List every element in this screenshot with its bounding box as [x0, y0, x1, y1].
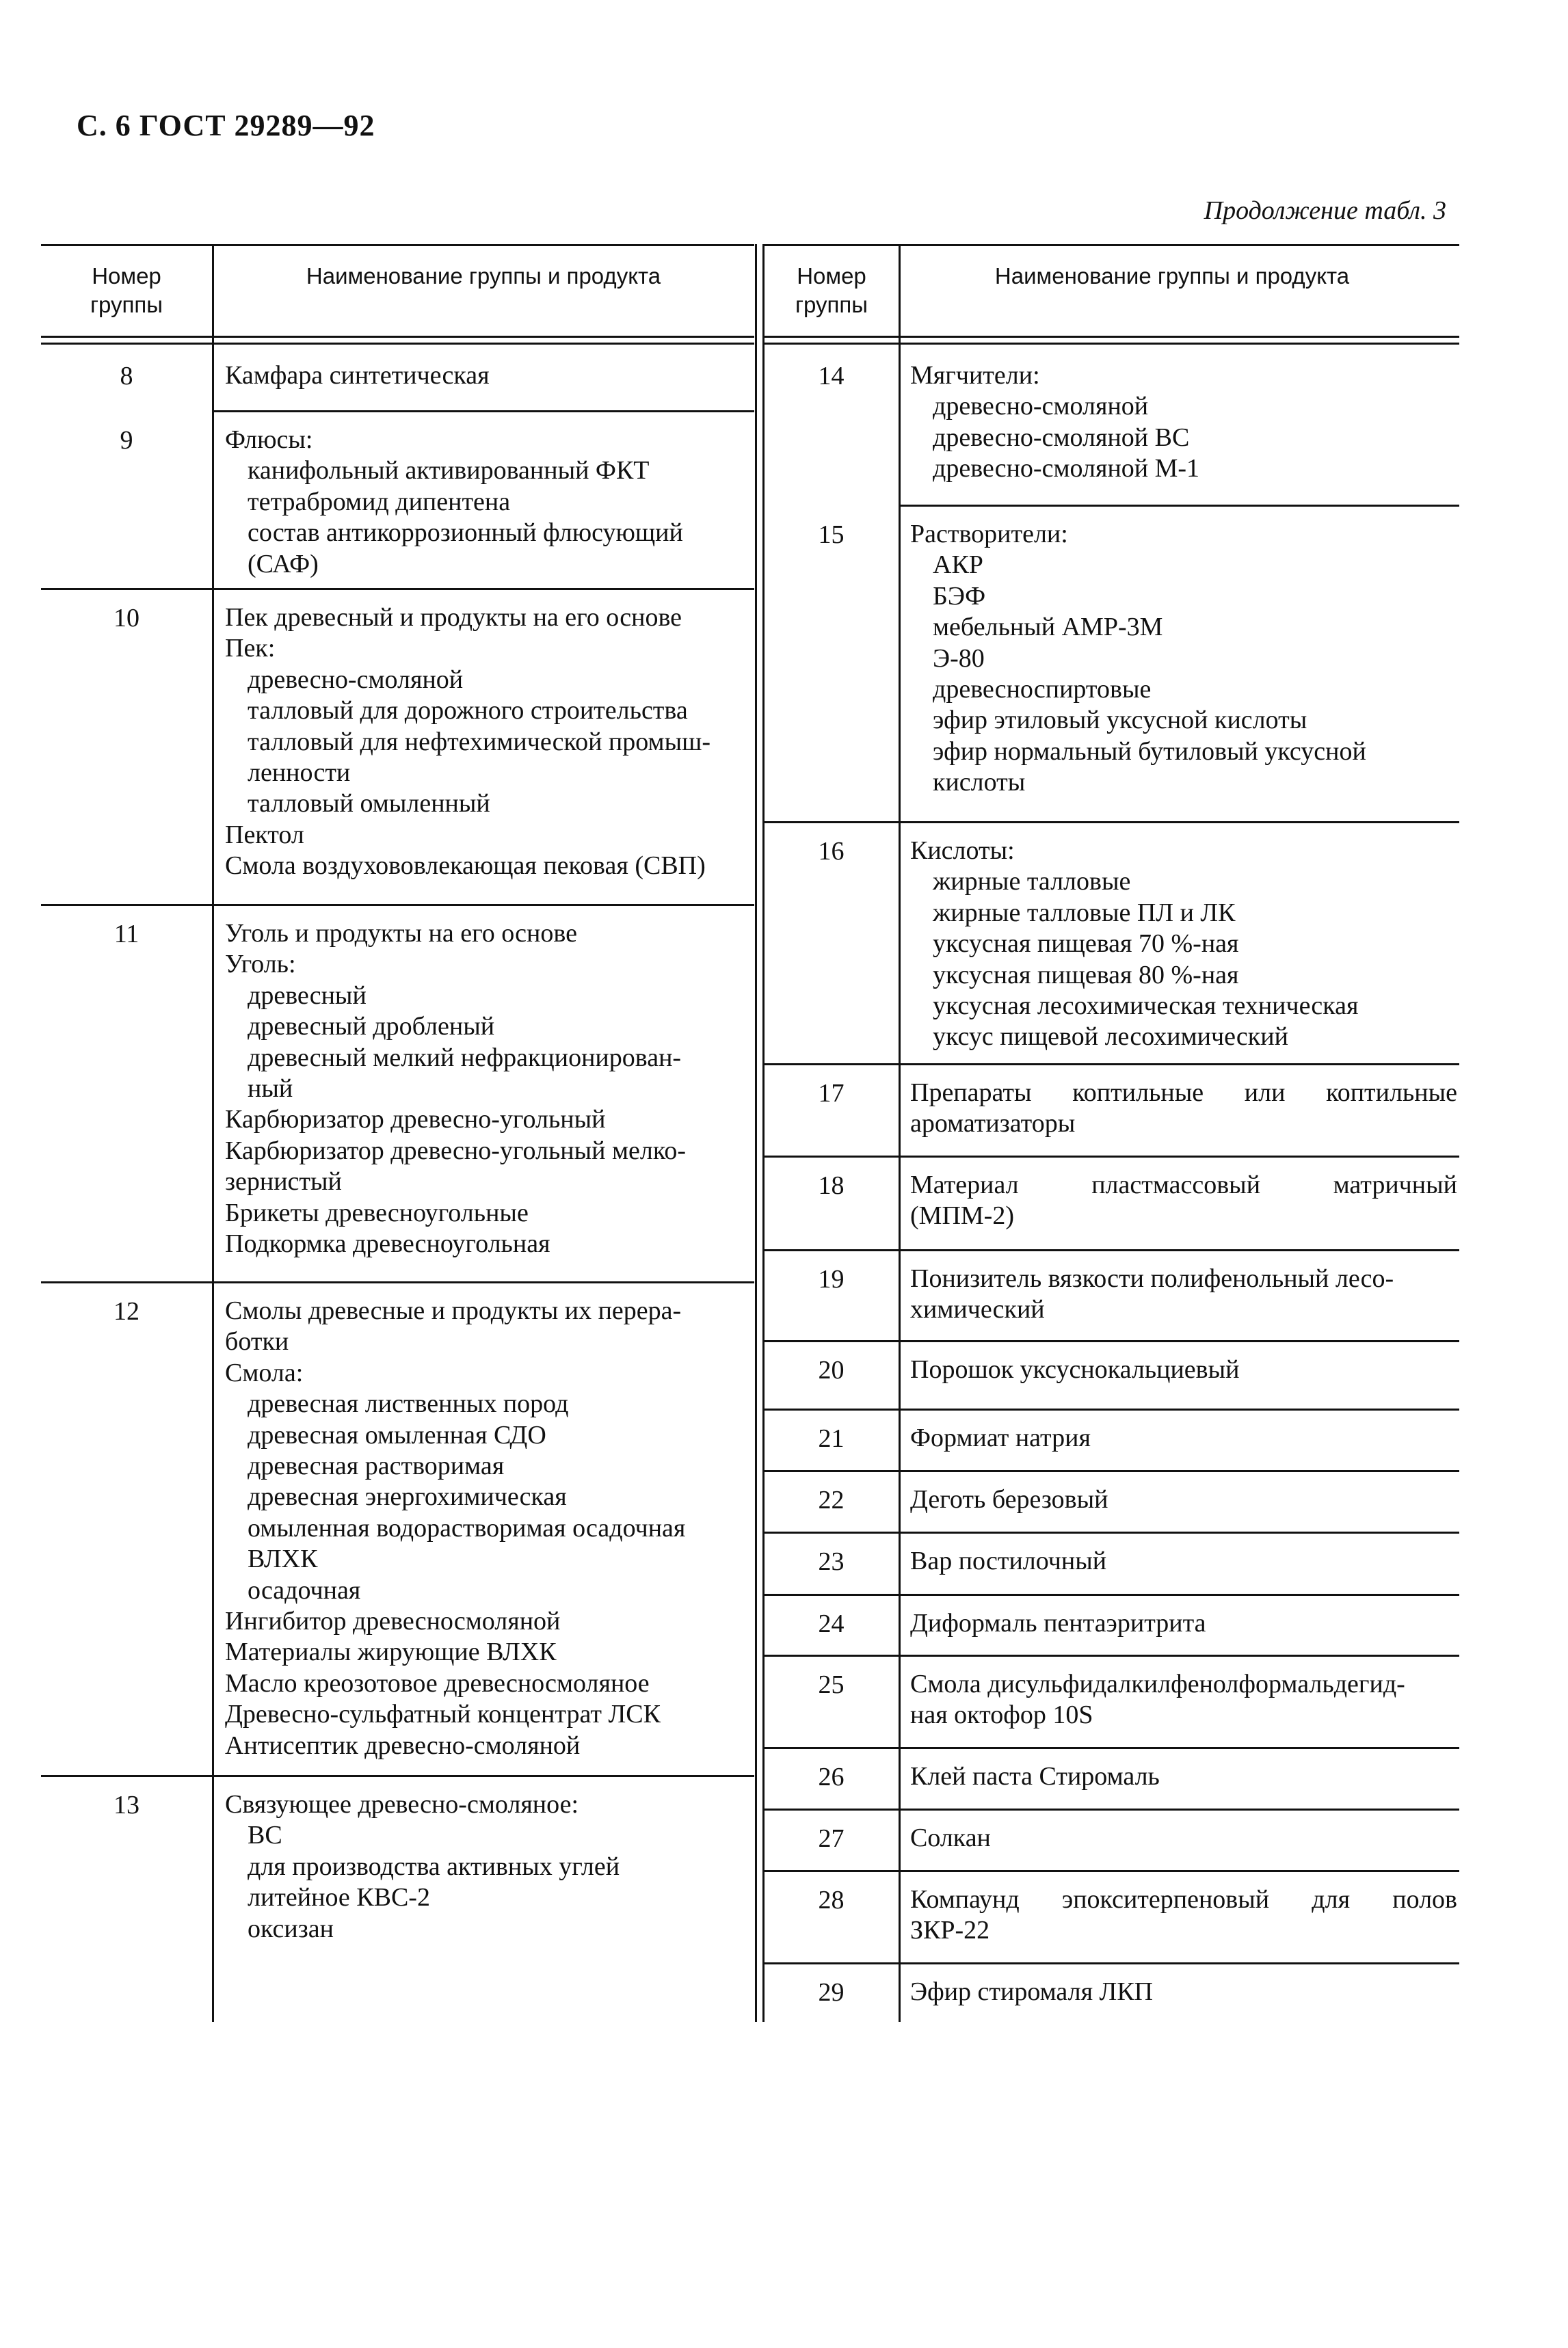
- right-row-name: [910, 836, 1457, 1053]
- left-row-name: [225, 918, 752, 1259]
- product-name-line: эфир нормальный бутиловый уксусной: [933, 736, 1366, 766]
- product-name-line: уксусная пищевая 70 %-ная: [933, 929, 1239, 959]
- product-name-line: Вар постилочный: [910, 1547, 1107, 1575]
- product-name-line: талловый для дорожного строительства: [248, 696, 688, 725]
- left-header-number-line2: группы: [90, 292, 163, 317]
- product-name-line: древесная лиственных пород: [248, 1389, 569, 1419]
- product-name-line: литейное КВС-2: [248, 1883, 430, 1912]
- product-name-line: Препараты коптильные или коптильные: [910, 1078, 1457, 1107]
- product-name-line: Ингибитор древесносмоляной: [225, 1607, 561, 1636]
- left-row-num: 10: [114, 604, 139, 632]
- product-name-line: тетрабромид дипентена: [248, 487, 511, 516]
- right-row-name: [910, 1264, 1457, 1326]
- right-row-name: [910, 1170, 1457, 1232]
- left-header-number-line1: Номер: [92, 263, 161, 289]
- product-name-line: Растворители:: [910, 520, 1068, 548]
- product-name-line: Уголь и продукты на его основе: [225, 919, 577, 948]
- row-rule: [764, 1809, 1459, 1811]
- product-name-line: Уголь:: [225, 950, 296, 979]
- product-name-line: для производства активных углей: [248, 1852, 620, 1881]
- product-name-line: Эфир стиромаля ЛКП: [910, 1977, 1154, 2006]
- right-header-number-line2: группы: [795, 292, 868, 317]
- product-name-line: древесный дробленый: [248, 1012, 495, 1041]
- product-name-line: Порошок уксуснокальциевый: [910, 1355, 1240, 1384]
- product-name-line: ная октофор 10S: [910, 1700, 1093, 1730]
- column-divider: [762, 244, 765, 2022]
- right-header-name: Наименование группы и продукта: [994, 263, 1350, 289]
- product-name-line: жирные талловые: [933, 867, 1131, 896]
- column-divider: [755, 244, 757, 2022]
- row-rule: [764, 1870, 1459, 1872]
- product-name-line: Клей паста Стиромаль: [910, 1762, 1160, 1791]
- product-name-line: эфир этиловый уксусной кислоты: [933, 706, 1307, 735]
- product-name-line: Карбюризатор древесно-угольный мелко-: [225, 1136, 687, 1165]
- product-name-line: талловый омыленный: [248, 789, 490, 818]
- row-rule: [764, 1340, 1459, 1342]
- right-row-num: 15: [818, 520, 845, 549]
- left-row-num: 8: [120, 362, 133, 390]
- left-row-name: [225, 1296, 752, 1761]
- row-rule: [764, 1532, 1459, 1534]
- row-rule: [764, 1594, 1459, 1596]
- page-header: С. 6 ГОСТ 29289—92: [77, 109, 375, 142]
- column-rule: [212, 244, 214, 2022]
- row-rule: [41, 1281, 754, 1283]
- header-top-rule: [764, 244, 1459, 246]
- product-name-line: древесный мелкий нефракционирован-: [248, 1043, 682, 1072]
- right-row-num: 16: [818, 837, 845, 866]
- row-rule: [764, 821, 1459, 823]
- product-name-line: Смола воздухововлекающая пековая (СВП): [225, 851, 706, 881]
- product-name-line: (САФ): [248, 549, 319, 578]
- product-name-line: уксусная пищевая 80 %-ная: [933, 960, 1239, 989]
- right-row-num: 20: [818, 1356, 845, 1385]
- row-rule: [764, 1249, 1459, 1251]
- product-name-line: канифольный активированный ФКТ: [248, 456, 650, 485]
- product-name-line: мебельный АМР-3М: [933, 613, 1163, 642]
- product-name-line: древесная омыленная СДО: [248, 1420, 546, 1450]
- row-rule: [764, 1962, 1459, 1964]
- row-rule: [212, 410, 754, 412]
- product-name-line: кислоты: [933, 768, 1026, 797]
- left-row-num: 12: [114, 1297, 139, 1326]
- product-name-line: Понизитель вязкости полифенольный лесо-: [910, 1264, 1394, 1293]
- right-row-name: [910, 1484, 1457, 1515]
- row-rule: [764, 1409, 1459, 1411]
- right-row-name: [910, 1423, 1457, 1454]
- product-name-line: Подкормка древесноугольная: [225, 1229, 550, 1259]
- product-name-line: ароматизаторы: [910, 1109, 1076, 1138]
- product-name-line: Камфара синтетическая: [225, 361, 490, 390]
- right-row-num: 14: [818, 362, 845, 390]
- product-name-line: Пектол: [225, 820, 304, 849]
- left-row-name: [225, 1789, 752, 1945]
- right-row-num: 25: [818, 1670, 845, 1699]
- product-name-line: Брикеты древесноугольные: [225, 1198, 529, 1227]
- right-row-name: [910, 360, 1457, 485]
- right-row-name: [910, 1546, 1457, 1577]
- row-rule: [764, 1156, 1459, 1158]
- product-name-line: Кислоты:: [910, 836, 1015, 865]
- product-name-line: ВЛХК: [248, 1545, 318, 1574]
- header-bottom-rule: [764, 343, 1459, 345]
- left-row-name: [225, 360, 752, 391]
- header-bottom-rule: [41, 343, 754, 345]
- product-name-line: талловый для нефтехимической промыш-: [248, 727, 711, 756]
- product-name-line: Э-80: [933, 643, 985, 673]
- product-name-line: Материалы жирующие ВЛХК: [225, 1638, 557, 1667]
- product-name-line: Формиат натрия: [910, 1424, 1091, 1452]
- right-header-number-line1: Номер: [797, 263, 866, 289]
- right-row-num: 23: [818, 1547, 845, 1576]
- right-row-num: 17: [818, 1079, 845, 1108]
- left-row-num: 11: [114, 920, 139, 948]
- product-name-line: Смола:: [225, 1358, 304, 1387]
- product-name-line: уксусная лесохимическая техническая: [933, 991, 1359, 1021]
- right-row-name: [910, 1669, 1457, 1731]
- product-name-line: состав антикоррозионный флюсующий: [248, 518, 683, 548]
- product-name-line: Мягчители:: [910, 361, 1040, 390]
- right-header-number: [765, 262, 899, 319]
- row-rule: [899, 505, 1459, 507]
- left-header-number: [41, 262, 212, 319]
- product-name-line: ленности: [248, 758, 351, 788]
- product-name-line: древесно-смоляной ВС: [933, 423, 1190, 452]
- product-name-line: оксизан: [248, 1914, 334, 1943]
- right-row-num: 18: [818, 1171, 845, 1200]
- product-name-line: Антисептик древесно-смоляной: [225, 1731, 581, 1760]
- right-row-name: [910, 1355, 1457, 1385]
- row-rule: [764, 1747, 1459, 1749]
- product-name-line: Масло креозотовое древесносмоляное: [225, 1668, 650, 1698]
- product-name-line: (МПМ-2): [910, 1201, 1014, 1231]
- row-rule: [764, 1655, 1459, 1657]
- product-name-line: уксус пищевой лесохимический: [933, 1022, 1288, 1052]
- product-name-line: Смола дисульфидалкилфенолформальдегид-: [910, 1670, 1405, 1698]
- left-row-num: 9: [120, 426, 133, 455]
- product-name-line: ВС: [248, 1821, 282, 1850]
- row-rule: [41, 588, 754, 590]
- product-name-line: Карбюризатор древесно-угольный: [225, 1105, 606, 1134]
- row-rule: [41, 904, 754, 906]
- product-name-line: Смолы древесные и продукты их перера-: [225, 1296, 682, 1325]
- product-name-line: древесно-смоляной: [248, 665, 464, 694]
- left-row-num: 13: [114, 1791, 139, 1819]
- product-name-line: древесная растворимая: [248, 1452, 505, 1481]
- product-name-line: химический: [910, 1295, 1045, 1324]
- product-name-line: Пек древесный и продукты на его основе: [225, 603, 682, 632]
- product-name-line: древесноспиртовые: [933, 675, 1152, 704]
- row-rule: [41, 1775, 754, 1777]
- product-name-line: БЭФ: [933, 581, 986, 611]
- product-name-line: омыленная водорастворимая осадочная: [248, 1513, 686, 1543]
- left-header-name: Наименование группы и продукта: [306, 263, 661, 289]
- right-row-num: 28: [818, 1886, 845, 1915]
- right-row-num: 21: [818, 1424, 845, 1453]
- right-row-name: [910, 1761, 1457, 1792]
- header-bottom-rule: [764, 336, 1459, 338]
- product-name-line: древесно-смоляной М-1: [933, 454, 1200, 483]
- product-name-line: древесный: [248, 980, 367, 1010]
- row-rule: [764, 1470, 1459, 1472]
- right-row-name: [910, 1884, 1457, 1947]
- product-name-line: древесно-смоляной: [933, 392, 1149, 421]
- right-row-num: 27: [818, 1824, 845, 1853]
- product-name-line: Материал пластмассовый матричный: [910, 1171, 1457, 1199]
- column-rule: [899, 244, 901, 2022]
- product-name-line: Связующее древесно-смоляное:: [225, 1790, 579, 1819]
- right-row-name: [910, 519, 1457, 799]
- right-row-num: 22: [818, 1486, 845, 1515]
- product-name-line: Компаунд эпокситерпеновый для полов: [910, 1885, 1457, 1914]
- product-name-line: Солкан: [910, 1824, 991, 1852]
- right-row-name: [910, 1078, 1457, 1140]
- product-name-line: жирные талловые ПЛ и ЛК: [933, 898, 1236, 927]
- right-row-num: 24: [818, 1610, 845, 1638]
- product-name-line: ный: [248, 1074, 293, 1104]
- product-name-line: Диформаль пентаэритрита: [910, 1609, 1206, 1638]
- right-row-name: [910, 1823, 1457, 1854]
- left-row-name: [225, 602, 752, 882]
- product-name-line: ботки: [225, 1327, 289, 1357]
- product-name-line: зернистый: [225, 1167, 342, 1197]
- right-row-name: [910, 1977, 1457, 2007]
- header-bottom-rule: [41, 336, 754, 338]
- right-row-num: 19: [818, 1265, 845, 1294]
- header-top-rule: [41, 244, 754, 246]
- right-row-num: 26: [818, 1763, 845, 1791]
- product-name-line: Деготь березовый: [910, 1485, 1108, 1514]
- product-name-line: осадочная: [248, 1575, 361, 1605]
- table-continuation-label: Продолжение табл. 3: [1204, 196, 1446, 225]
- product-name-line: Флюсы:: [225, 425, 313, 454]
- product-name-line: Пек:: [225, 634, 276, 663]
- product-name-line: Древесно-сульфатный концентрат ЛСК: [225, 1700, 661, 1729]
- product-name-line: АКР: [933, 550, 983, 580]
- right-row-num: 29: [818, 1978, 845, 2007]
- left-row-name: [225, 425, 752, 580]
- product-name-line: древесная энергохимическая: [248, 1482, 567, 1512]
- product-name-line: ЗКР-22: [910, 1916, 990, 1945]
- right-row-name: [910, 1608, 1457, 1639]
- row-rule: [764, 1063, 1459, 1065]
